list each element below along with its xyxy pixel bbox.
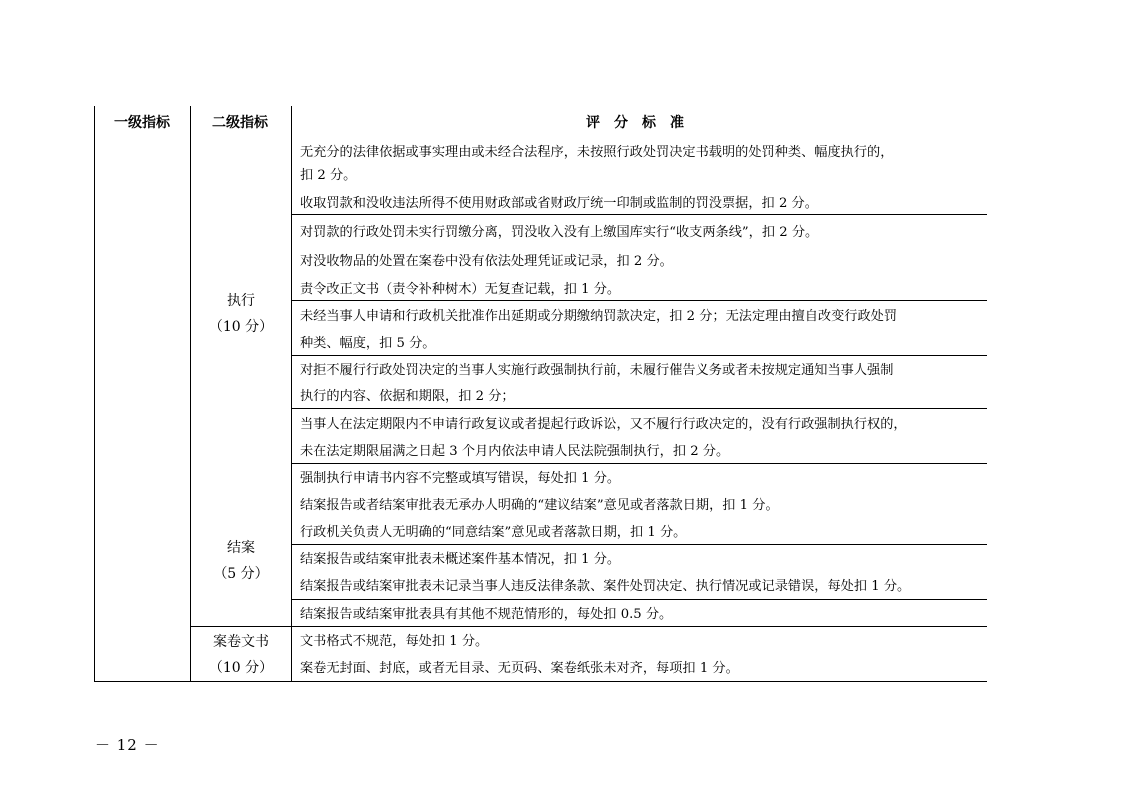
criteria-line: 案卷无封面、封底，或者无目录、无页码、案卷纸张未对齐，每项扣 1 分。 bbox=[300, 661, 739, 676]
criteria-line: 对没收物品的处置在案卷中没有依法处理凭证或记录，扣 2 分。 bbox=[300, 254, 673, 269]
row-divider bbox=[291, 355, 987, 356]
border-col2 bbox=[291, 106, 292, 682]
criteria-line: 扣 2 分。 bbox=[300, 168, 357, 183]
criteria-line: 种类、幅度，扣 5 分。 bbox=[300, 336, 436, 351]
scoring-table bbox=[94, 106, 987, 682]
row-divider bbox=[291, 408, 987, 409]
border-bottom bbox=[94, 681, 987, 682]
criteria-line: 收取罚款和没收违法所得不使用财政部或省财政厅统一印制或监制的罚没票据，扣 2 分。 bbox=[300, 196, 818, 211]
row-divider bbox=[291, 214, 987, 215]
criteria-line: 结案报告或结案审批表未记录当事人违反法律条款、案件处罚决定、执行情况或记录错误，每处扣 1 分。 bbox=[300, 579, 911, 594]
row-divider bbox=[291, 599, 987, 600]
criteria-line: 强制执行申请书内容不完整或填写错误，每处扣 1 分。 bbox=[300, 471, 621, 486]
criteria-line: 对拒不履行行政处罚决定的当事人实施行政强制执行前，未履行催告义务或者未按规定通知当事人强制 bbox=[300, 363, 894, 378]
criteria-line: 结案报告或结案审批表具有其他不规范情形的，每处扣 0.5 分。 bbox=[300, 607, 673, 622]
category-execution-name: 执行 bbox=[227, 293, 255, 309]
row-divider bbox=[190, 626, 987, 627]
criteria-line: 责令改正文书（责令补种树木）无复查记载，扣 1 分。 bbox=[300, 282, 621, 297]
criteria-line: 文书格式不规范，每处扣 1 分。 bbox=[300, 634, 489, 649]
criteria-line: 未在法定期限届满之日起 3 个月内依法申请人民法院强制执行，扣 2 分。 bbox=[300, 444, 730, 459]
row-divider bbox=[291, 300, 987, 301]
criteria-line: 行政机关负责人无明确的“同意结案”意见或者落款日期，扣 1 分。 bbox=[300, 525, 687, 540]
criteria-line: 无充分的法律依据或事实理由或未经合法程序，未按照行政处罚决定书载明的处罚种类、幅度执行的， bbox=[300, 145, 894, 160]
criteria-line: 结案报告或结案审批表未概述案件基本情况，扣 1 分。 bbox=[300, 552, 621, 567]
criteria-line: 对罚款的行政处罚未实行罚缴分离，罚没收入没有上缴国库实行“收支两条线”，扣 2 分。 bbox=[300, 225, 819, 240]
category-documents-points: （10 分） bbox=[208, 660, 274, 676]
category-execution-points: （10 分） bbox=[208, 319, 274, 335]
page-number: － 12 － bbox=[95, 736, 160, 754]
header-level2: 二级指标 bbox=[212, 115, 268, 131]
category-closing-points: （5 分） bbox=[213, 566, 269, 582]
criteria-line: 当事人在法定期限内不申请行政复议或者提起行政诉讼，又不履行行政决定的，没有行政强制执行权的， bbox=[300, 417, 907, 432]
border-left bbox=[94, 106, 95, 682]
category-documents-name: 案卷文书 bbox=[213, 634, 269, 650]
row-divider bbox=[291, 463, 987, 464]
criteria-line: 结案报告或者结案审批表无承办人明确的“建议结案”意见或者落款日期，扣 1 分。 bbox=[300, 498, 779, 513]
row-divider bbox=[291, 544, 987, 545]
criteria-line: 执行的内容、依据和期限，扣 2 分； bbox=[300, 389, 515, 404]
header-level1: 一级指标 bbox=[114, 115, 170, 131]
border-col1 bbox=[190, 106, 191, 682]
criteria-line: 未经当事人申请和行政机关批准作出延期或分期缴纳罚款决定，扣 2 分；无法定理由擅自改变行政处罚 bbox=[300, 309, 898, 324]
category-closing-name: 结案 bbox=[227, 540, 255, 556]
header-criteria: 评 分 标 准 bbox=[586, 115, 684, 131]
